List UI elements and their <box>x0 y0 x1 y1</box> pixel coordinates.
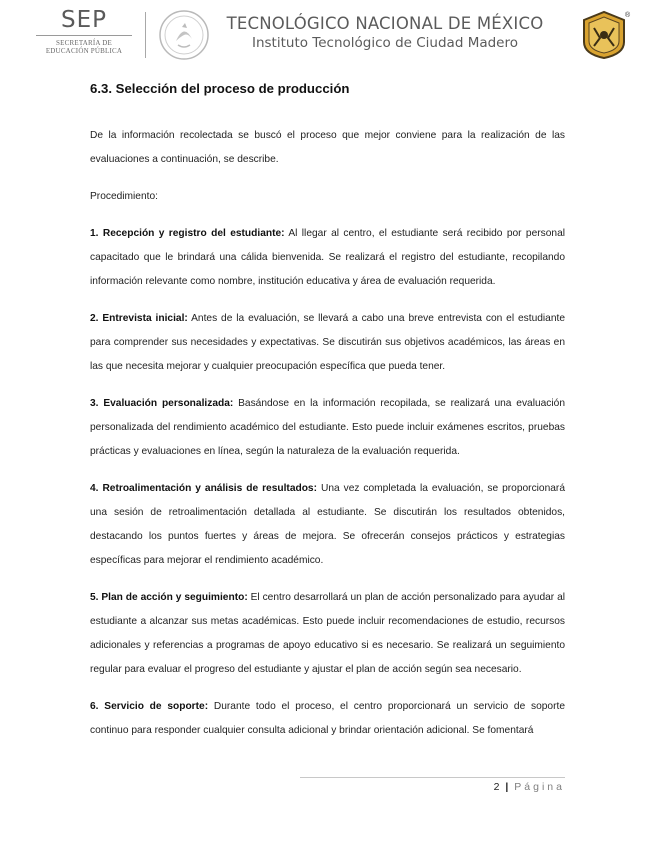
step-paragraph <box>90 695 565 743</box>
step-paragraph <box>90 477 565 573</box>
header-divider <box>145 12 146 58</box>
registered-mark: ® <box>625 12 631 19</box>
step-title: 3. Evaluación personalizada: <box>90 398 234 409</box>
step-paragraph <box>90 222 565 294</box>
institution-subtitle: Instituto Tecnológico de Ciudad Madero <box>251 35 519 51</box>
step-text: Antes de la evaluación, se llevará a cabo una breve entrevista con el estudiante para comprender sus necesidades y expectativas. Se discutirán sus objetivos académicos, las áreas en las que necesita mejorar y cualquier preocupación específica que pueda tener. <box>90 313 565 372</box>
step-text: Una vez completada la evaluación, se proporcionará una sesión de retroalimentación detallada al estudiante. Se discutirán los resultados obtenidos, destacando los puntos fuertes y áreas de mejora. Se ofrecerán consejos prácticos y estrategias específicas para mejorar el rendimiento académico. <box>90 483 565 566</box>
step-title: 4. Retroalimentación y análisis de resultados: <box>90 483 317 494</box>
step-text: El centro desarrollará un plan de acción personalizado para ayudar al estudiante a alcanzar sus metas académicas. Esto puede incluir recomendaciones de estudio, recursos adicionales y referencias a programas de apoyo educativo si es necesario. Se realizará un seguimiento regular para evaluar el progreso del estudiante y ajustar el plan de acción según sea necesario. <box>90 592 566 675</box>
step-title: 5. Plan de acción y seguimiento: <box>90 592 248 603</box>
step-text: Basándose en la información recopilada, se realizará una evaluación personalizada del rendimiento académico del estudiante. Esto puede incluir exámenes escritos, pruebas prácticas y evaluaciones en línea, según la naturaleza de la evaluación requerida. <box>90 398 565 457</box>
step-paragraph <box>90 307 565 379</box>
sep-title: SEP <box>60 7 107 33</box>
step-paragraph <box>90 586 565 682</box>
step-title: 2. Entrevista inicial: <box>90 313 188 324</box>
footer-rule <box>300 777 565 778</box>
step-text: Al llegar al centro, el estudiante será recibido por personal capacitado que le brindará una cálida bienvenida. Se realizará el registro del estudiante, recopilando información relevante como nombre, institución educativa y área de evaluación requerida. <box>90 228 566 287</box>
page-word: Página <box>514 781 565 793</box>
intro-paragraph: De la información recolectada se buscó el proceso que mejor conviene para la realización de las evaluaciones a continuación, se describe. <box>90 130 565 165</box>
sep-subtitle-line1: SECRETARÍA DE <box>56 39 112 47</box>
section-heading: 6.3. Selección del proceso de producción <box>90 81 350 96</box>
sep-logo <box>34 8 134 55</box>
sep-rule <box>36 35 132 36</box>
step-paragraph <box>90 392 565 464</box>
mexico-seal-icon <box>158 9 210 61</box>
page-header <box>0 0 655 70</box>
procedure-label: Procedimiento: <box>90 191 158 202</box>
step-title: 1. Recepción y registro del estudiante: <box>90 228 285 239</box>
page-number: 2 <box>493 781 500 793</box>
sep-subtitle-line2: EDUCACIÓN PÚBLICA <box>45 47 123 55</box>
itcm-logo-icon <box>580 8 631 60</box>
institution-header <box>225 14 545 52</box>
document-body <box>90 80 565 756</box>
footer-separator: | <box>505 781 509 793</box>
step-title: 6. Servicio de soporte: <box>90 701 209 712</box>
page-footer <box>300 781 565 793</box>
step-text: Durante todo el proceso, el centro proporcionará un servicio de soporte continuo para responder cualquier consulta adicional y brindar orientación adicional. Se fomentará <box>90 701 565 736</box>
institution-title: TECNOLÓGICO NACIONAL DE MÉXICO <box>226 14 544 33</box>
